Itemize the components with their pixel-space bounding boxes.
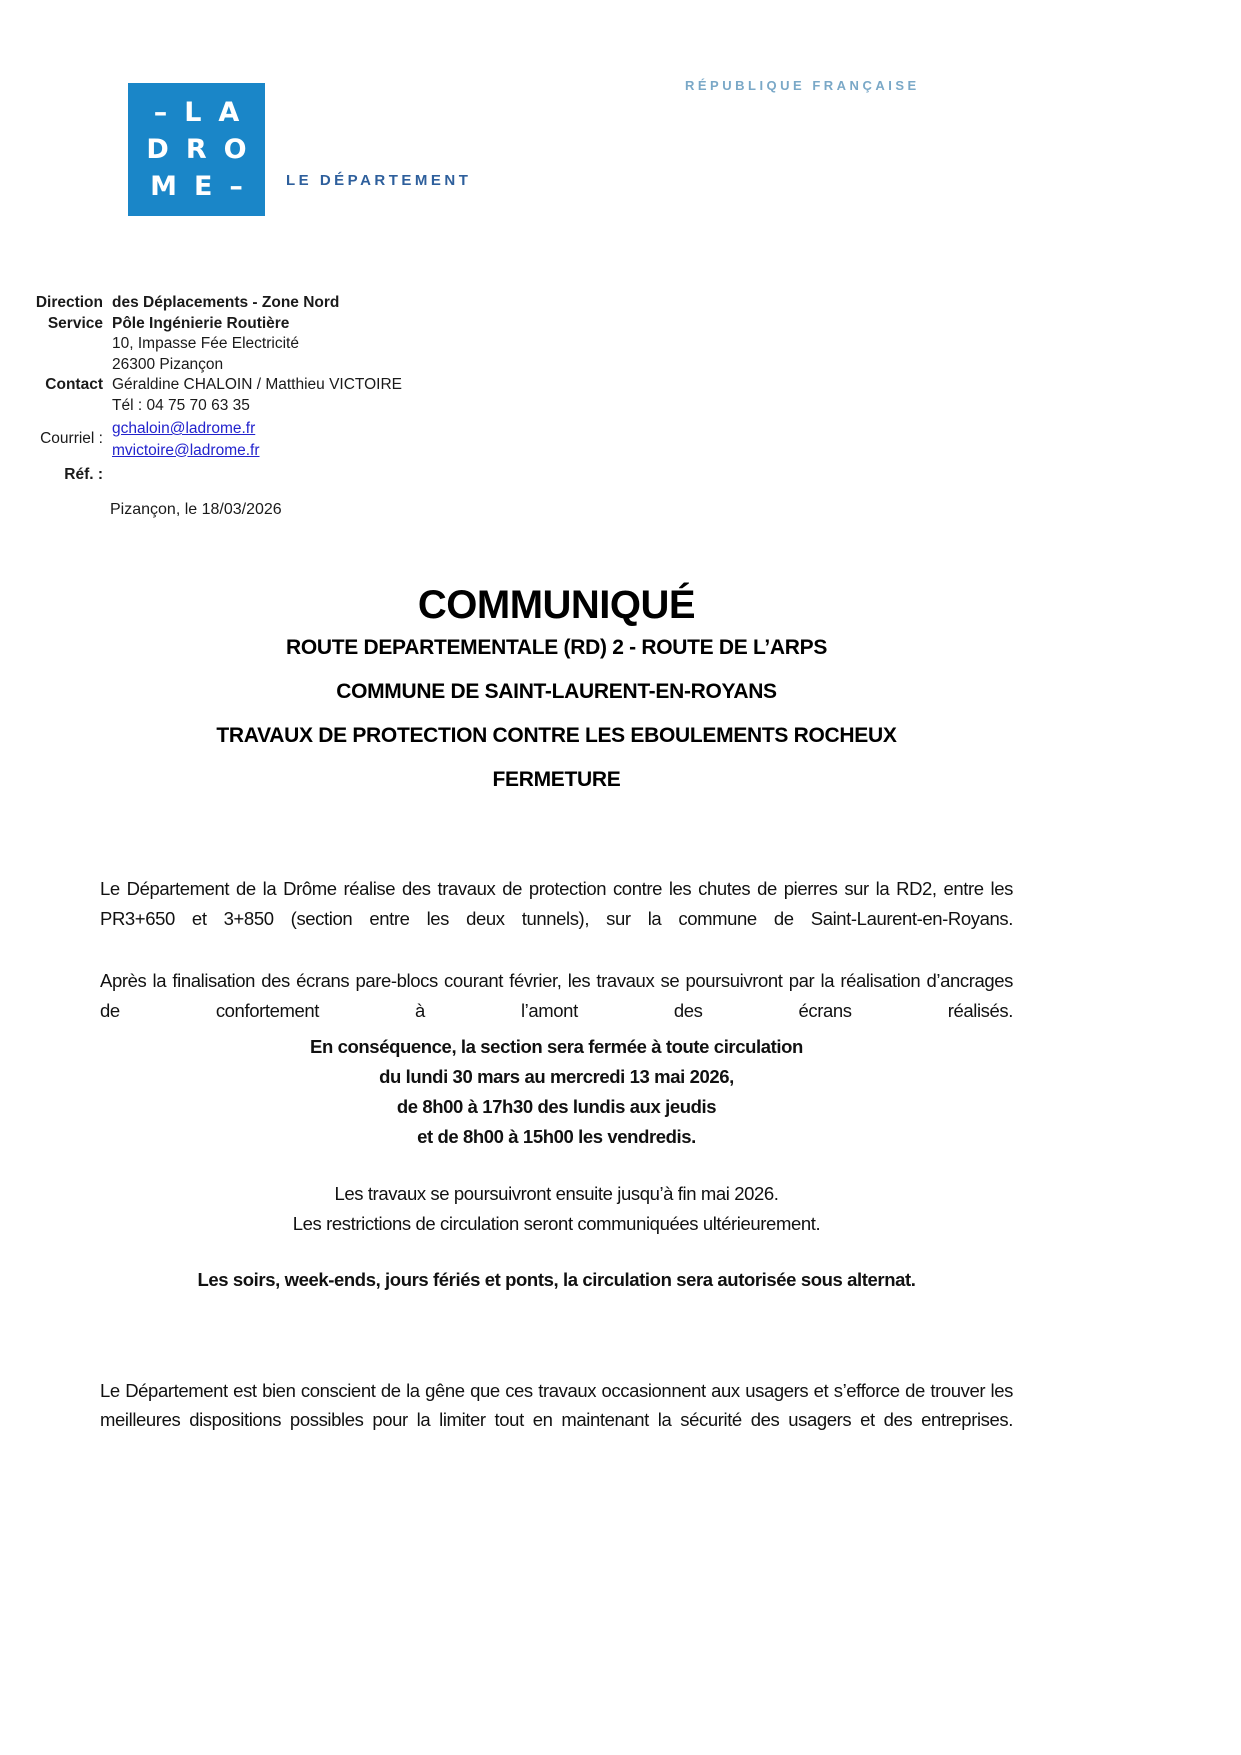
logo-line-1: –LA bbox=[153, 97, 257, 128]
contact-label bbox=[25, 355, 112, 376]
contact-label: Service bbox=[47, 314, 103, 332]
contact-value: des Déplacements - Zone Nord bbox=[112, 294, 340, 311]
contact-row-reference bbox=[25, 465, 545, 486]
contact-label bbox=[25, 396, 112, 417]
contact-label bbox=[25, 334, 112, 355]
contact-row-address bbox=[25, 334, 545, 355]
logo-line-3: ME– bbox=[150, 171, 260, 202]
logo-caption: LE DÉPARTEMENT bbox=[286, 172, 472, 189]
contact-value: Tél : 04 75 70 63 35 bbox=[112, 396, 250, 414]
emphasis-line: et de 8h00 à 15h00 les vendredis. bbox=[417, 1126, 696, 1147]
followup-center-lines bbox=[100, 1179, 1013, 1239]
contact-label: Réf. : bbox=[64, 466, 103, 483]
contact-row-city bbox=[25, 355, 545, 376]
contact-row-phone bbox=[25, 396, 545, 417]
emphasis-line: de 8h00 à 17h30 des lundis aux jeudis bbox=[396, 1096, 717, 1117]
dateline: Pizançon, le 18/03/2026 bbox=[110, 501, 282, 518]
contact-value: Géraldine CHALOIN / Matthieu VICTOIRE bbox=[112, 376, 403, 393]
emphasis-line: En conséquence, la section sera fermée à toute circulation bbox=[310, 1036, 803, 1057]
contact-row-direction bbox=[25, 293, 545, 314]
heading-works: TRAVAUX DE PROTECTION CONTRE LES EBOULEMENTS ROCHEUX bbox=[216, 724, 897, 747]
closure-emphasis-block bbox=[100, 1032, 1013, 1152]
contact-label: Direction bbox=[35, 294, 103, 311]
contact-value: 26300 Pizançon bbox=[112, 355, 224, 373]
document-title: COMMUNIQUÉ bbox=[417, 582, 696, 627]
ladrome-logo bbox=[128, 83, 265, 216]
emphasis-line: du lundi 30 mars au mercredi 13 mai 2026, bbox=[379, 1066, 734, 1087]
logo-line-2: DRO bbox=[146, 134, 264, 165]
email-link-mvictoire[interactable]: mvictoire@ladrome.fr bbox=[112, 441, 260, 459]
heading-commune: COMMUNE DE SAINT-LAURENT-EN-ROYANS bbox=[336, 680, 777, 703]
contact-email-links bbox=[112, 418, 260, 461]
email-link-gchaloin[interactable]: gchaloin@ladrome.fr bbox=[112, 420, 256, 437]
heading-closure: FERMETURE bbox=[492, 768, 621, 791]
contact-label: Contact bbox=[45, 376, 103, 393]
center-line: Les travaux se poursuivront ensuite jusqu’à fin mai 2026. bbox=[334, 1183, 779, 1204]
paragraph-works-description: Le Département de la Drôme réalise des travaux de protection contre les chutes de pierres sur la RD2, entre les PR3+650 et 3+850 (section entre les deux tunnels), sur la commune de Saint-Laurent-en-Royans. bbox=[100, 877, 1013, 929]
republique-francaise-label: RÉPUBLIQUE FRANÇAISE bbox=[685, 78, 920, 93]
paragraph-works-followup: Après la finalisation des écrans pare-blocs courant février, les travaux se poursuivront par la réalisation d’ancrages de confortement à l’amont des écrans réalisés. bbox=[100, 969, 1013, 1021]
contact-block bbox=[25, 293, 545, 486]
contact-label: Courriel : bbox=[40, 430, 103, 448]
center-line: Les restrictions de circulation seront communiquées ultérieurement. bbox=[292, 1213, 821, 1234]
heading-road: ROUTE DEPARTEMENTALE (RD) 2 - ROUTE DE L’ARPS bbox=[285, 636, 828, 659]
contact-row-contact bbox=[25, 375, 545, 396]
alternat-bold-line: Les soirs, week-ends, jours fériés et ponts, la circulation sera autorisée sous alternat. bbox=[197, 1269, 916, 1290]
paragraph-apology: Le Département est bien conscient de la gêne que ces travaux occasionnent aux usagers et s’efforce de trouver les meilleures dispositions possibles pour la limiter tout en maintenant la sécurité des usagers et des entreprises. bbox=[100, 1379, 1013, 1430]
subject-headings bbox=[100, 634, 1013, 810]
contact-value: 10, Impasse Fée Electricité bbox=[112, 335, 299, 352]
contact-row-email bbox=[25, 418, 545, 461]
contact-value: Pôle Ingénierie Routière bbox=[112, 314, 290, 332]
contact-row-service bbox=[25, 314, 545, 335]
